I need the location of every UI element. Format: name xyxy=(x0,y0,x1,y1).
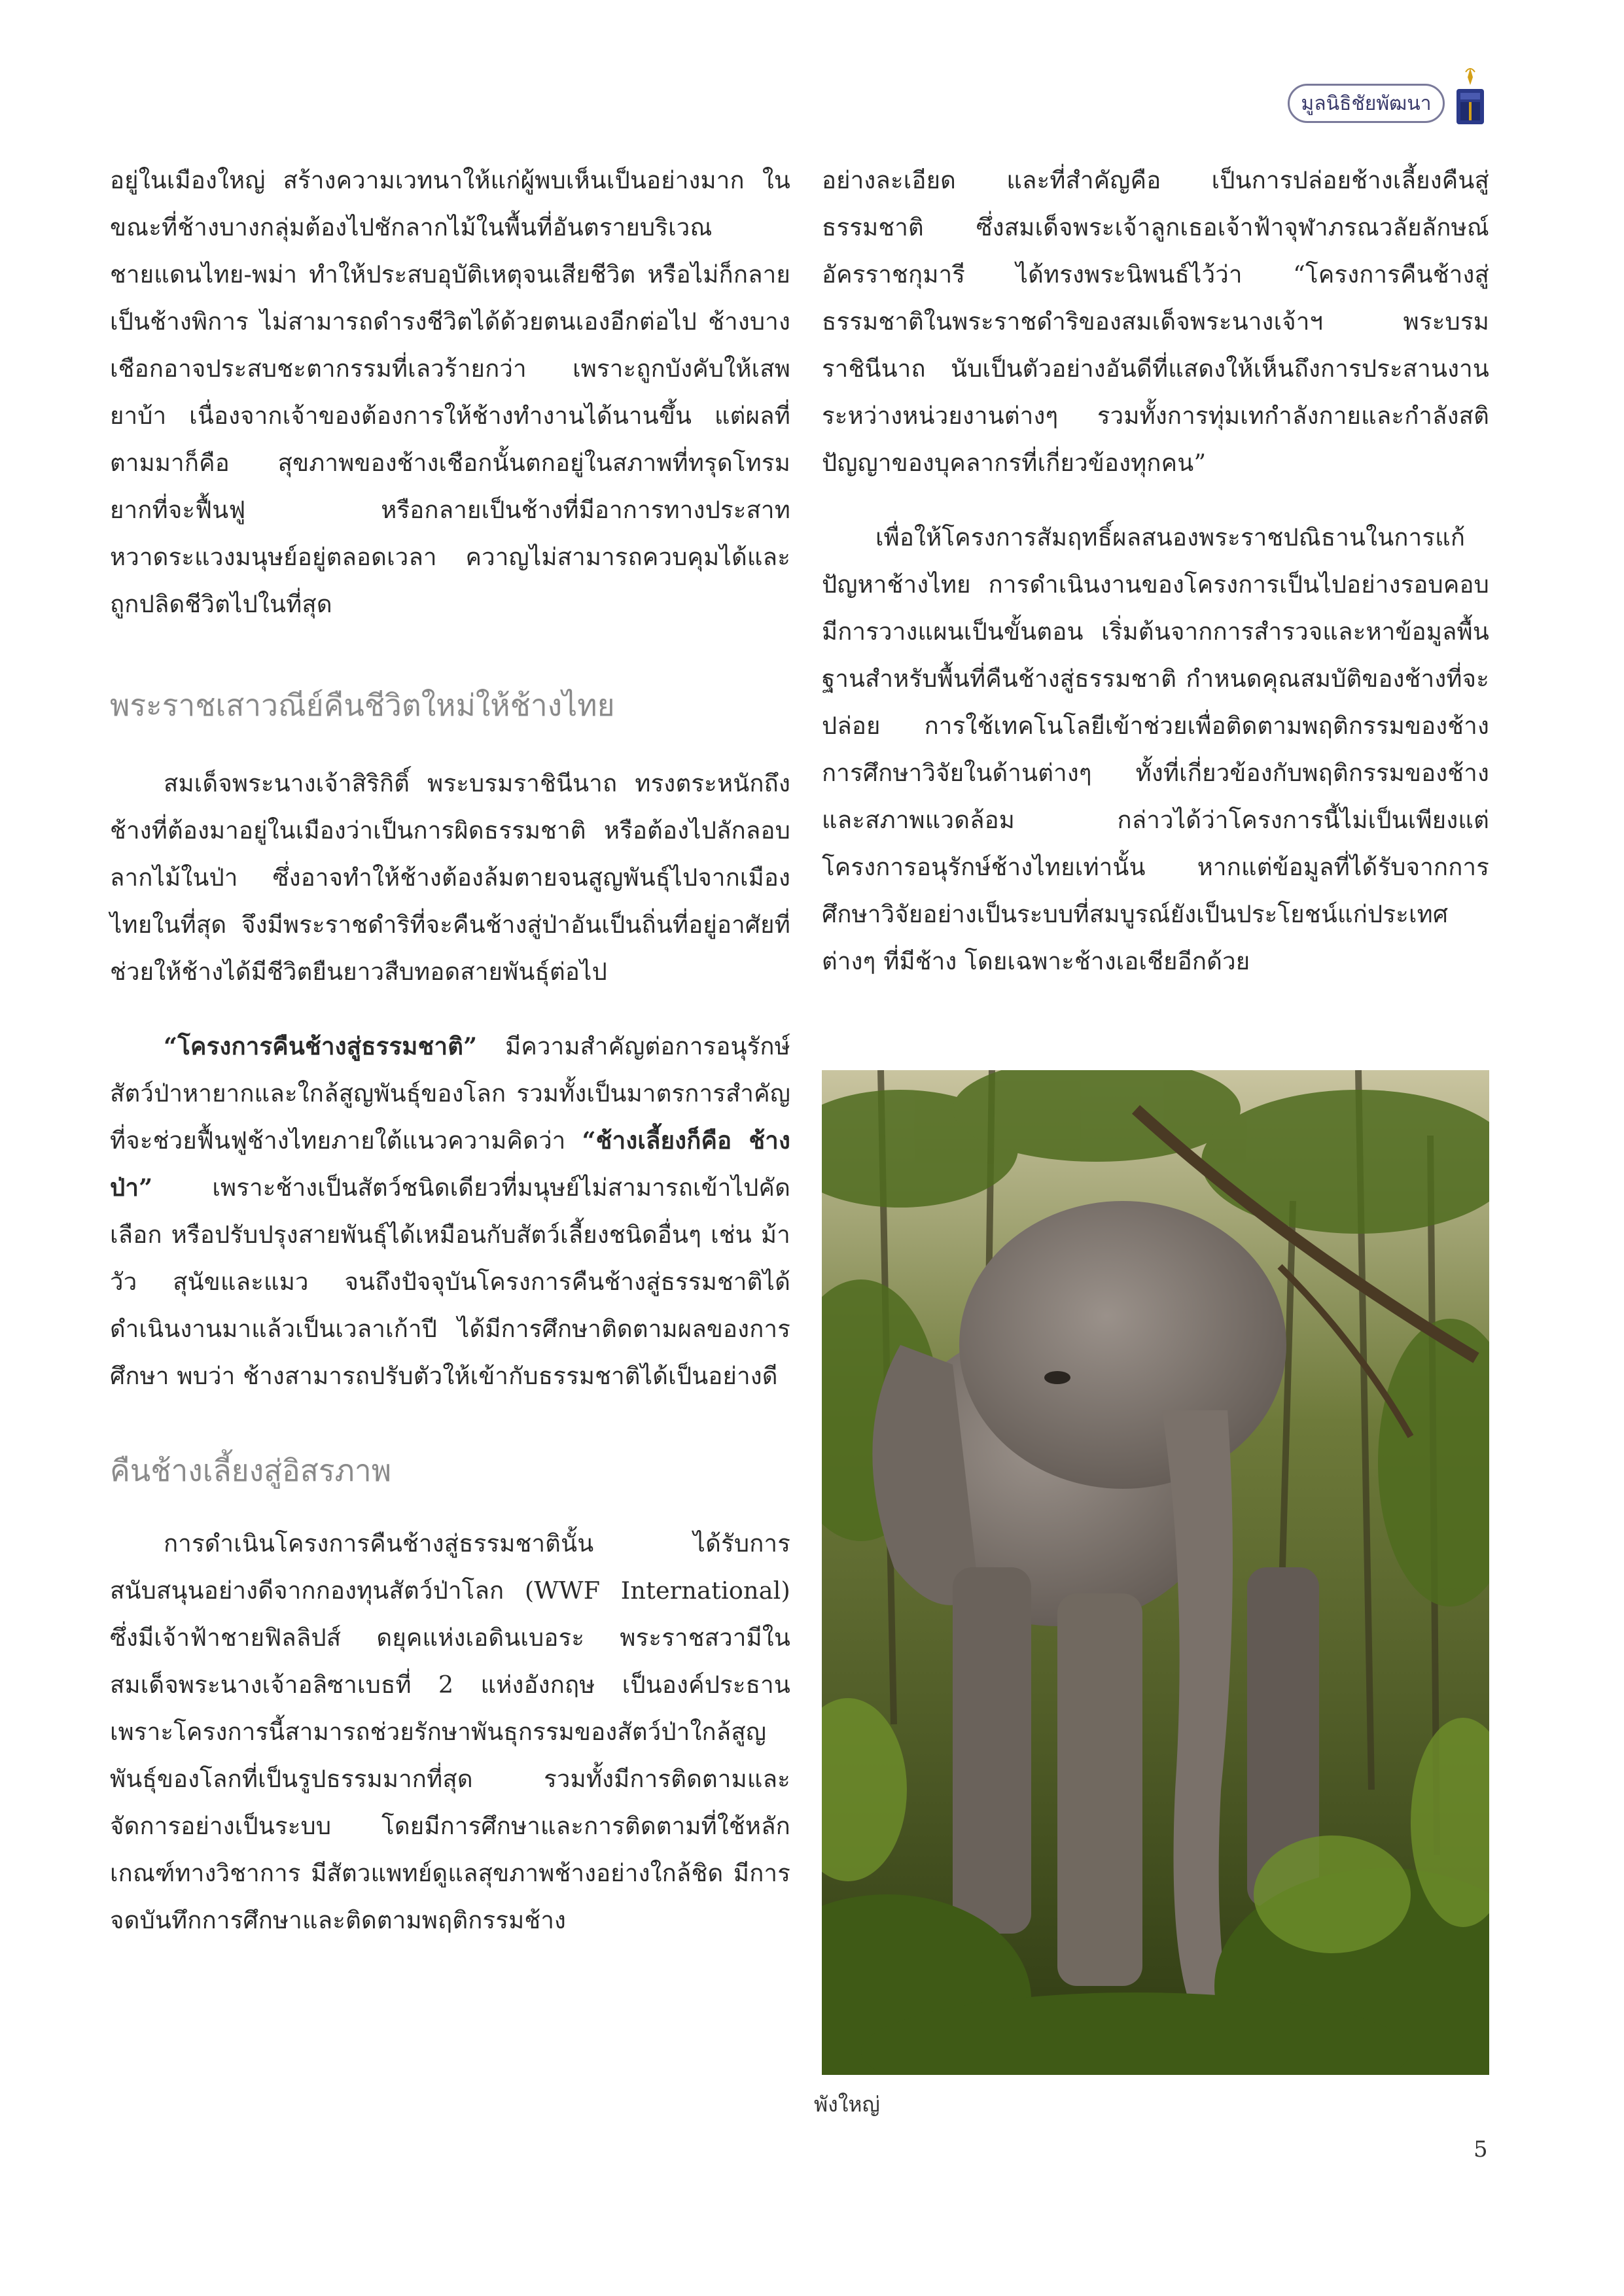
left-paragraph-2: สมเด็จพระนางเจ้าสิริกิติ์ พระบรมราชินีนาถ ทรงตระหนักถึงช้างที่ต้องมาอยู่ในเมืองว่าเป็นการผิดธรรมชาติ หรือต้องไปลักลอบลากไม้ในป่า ซึ่งอาจทำให้ช้างต้องล้มตายจนสูญพันธุ์ไปจากเมืองไทยในที่สุด จึงมีพระราชดำริที่จะคืนช้างสู่ป่าอันเป็นถิ่นที่อยู่อาศัยที่ช่วยให้ช้างได้มีชีวิตยืนยาวสืบทอดสายพันธุ์ต่อไป xyxy=(110,769,790,986)
header-badge xyxy=(1288,84,1445,123)
paragraph-3-text-a: มีความสำคัญต่อการอนุรักษ์สัตว์ป่าหายากและใกล้สูญพันธุ์ของโลก รวมทั้งเป็นมาตรการสำคัญที่จะช่วยฟื้นฟูช้างไทยภายใต้แนวความคิดว่า xyxy=(110,1032,790,1155)
left-paragraph-1: อยู่ในเมืองใหญ่ สร้างความเวทนาให้แก่ผู้พบเห็นเป็นอย่างมาก ในขณะที่ช้างบางกลุ่มต้องไปชักลากไม้ในพื้นที่อันตรายบริเวณชายแดนไทย-พม่า ทำให้ประสบอุบัติเหตุจนเสียชีวิต หรือไม่ก็กลายเป็นช้างพิการ ไม่สามารถดำรงชีวิตได้ด้วยตนเองอีกต่อไป ช้างบางเชือกอาจประสบชะตากรรมที่เลวร้ายกว่า เพราะถูกบังคับให้เสพยาบ้า เนื่องจากเจ้าของต้องการให้ช้างทำงานได้นานขึ้น แต่ผลที่ตามมาก็คือ สุขภาพของช้างเชือกนั้นตกอยู่ในสภาพที่ทรุดโทรม ยากที่จะฟื้นฟู หรือกลายเป็นช้างที่มีอาการทางประสาท หวาดระแวงมนุษย์อยู่ตลอดเวลา ควาญไม่สามารถควบคุมได้และถูกปลิดชีวิตไปในที่สุด xyxy=(110,166,790,618)
section-heading-1: พระราชเสาวณีย์คืนชีวิตใหม่ให้ช้างไทย xyxy=(110,687,615,723)
left-paragraph-3 xyxy=(110,1023,790,1400)
page-number: 5 xyxy=(1474,2136,1488,2163)
photo-caption: พังใหญ่ xyxy=(814,2092,880,2117)
right-paragraph-2: เพื่อให้โครงการสัมฤทธิ์ผลสนองพระราชปณิธานในการแก้ปัญหาช้างไทย การดำเนินงานของโครงการเป็นไปอย่างรอบคอบ มีการวางแผนเป็นขั้นตอน เริ่มต้นจากการสำรวจและหาข้อมูลพื้นฐานสำหรับพื้นที่คืนช้างสู่ธรรมชาติ กำหนดคุณสมบัติของช้างที่จะปล่อย การใช้เทคโนโลยีเข้าช่วยเพื่อติดตามพฤติกรรมของช้าง การศึกษาวิจัยในด้านต่างๆ ทั้งที่เกี่ยวข้องกับพฤติกรรมของช้างและสภาพแวดล้อม กล่าวได้ว่าโครงการนี้ไม่เป็นเพียงแต่โครงการอนุรักษ์ช้างไทยเท่านั้น หากแต่ข้อมูลที่ได้รับจากการศึกษาวิจัยอย่างเป็นระบบที่สมบูรณ์ยังเป็นประโยชน์แก่ประเทศต่างๆ ที่มีช้าง โดยเฉพาะช้างเอเชียอีกด้วย xyxy=(822,523,1489,975)
paragraph-3-text-b: เพราะช้างเป็นสัตว์ชนิดเดียวที่มนุษย์ไม่สามารถเข้าไปคัดเลือก หรือปรับปรุงสายพันธุ์ได้เหมือนกับสัตว์เลี้ยงชนิดอื่นๆ เช่น ม้า วัว สุนัขและแมว จนถึงปัจจุบันโครงการคืนช้างสู่ธรรมชาติได้ดำเนินงานมาแล้วเป็นเวลาเก้าปี ได้มีการศึกษาติดตามผลของการศึกษา พบว่า ช้างสามารถปรับตัวให้เข้ากับธรรมชาติได้เป็นอย่างดี xyxy=(110,1174,790,1390)
elephant-illustration xyxy=(822,1070,1489,2075)
project-name-bold: “โครงการคืนช้างสู่ธรรมชาติ” xyxy=(164,1032,478,1060)
elephant-photo xyxy=(822,1070,1489,2075)
right-paragraph-1: อย่างละเอียด และที่สำคัญคือ เป็นการปล่อยช้างเลี้ยงคืนสู่ธรรมชาติ ซึ่งสมเด็จพระเจ้าลูกเธอเจ้าฟ้าจุฬาภรณวลัยลักษณ์ อัครราชกุมารี ได้ทรงพระนิพนธ์ไว้ว่า “โครงการคืนช้างสู่ธรรมชาติในพระราชดำริของสมเด็จพระนางเจ้าฯ พระบรมราชินีนาถ นับเป็นตัวอย่างอันดีที่แสดงให้เห็นถึงการประสานงานระหว่างหน่วยงานต่างๆ รวมทั้งการทุ่มเทกำลังกายและกำลังสติปัญญาของบุคลากรที่เกี่ยวข้องทุกคน” xyxy=(822,166,1489,477)
header-badge-text: มูลนิธิชัยพัฒนา xyxy=(1301,92,1432,115)
left-column xyxy=(110,157,790,1944)
section-heading-2: คืนช้างเลี้ยงสู่อิสรภาพ xyxy=(110,1453,392,1488)
concept-quote-bold: “ช้างเลี้ยงก็คือ ช้างป่า” xyxy=(110,1126,791,1202)
left-paragraph-4: การดำเนินโครงการคืนช้างสู่ธรรมชาตินั้น ได้รับการสนับสนุนอย่างดีจากกองทุนสัตว์ป่าโลก (WWF International) ซึ่งมีเจ้าฟ้าชายฟิลลิปส์ ดยุคแห่งเอดินเบอระ พระราชสวามีในสมเด็จพระนางเจ้าอลิซาเบธที่ 2 แห่งอังกฤษ เป็นองค์ประธาน เพราะโครงการนี้สามารถช่วยรักษาพันธุกรรมของสัตว์ป่าใกล้สูญพันธุ์ของโลกที่เป็นรูปธรรมมากที่สุด รวมทั้งมีการติดตามและจัดการอย่างเป็นระบบ โดยมีการศึกษาและการติดตามที่ใช้หลักเกณฑ์ทางวิชาการ มีสัตวแพทย์ดูแลสุขภาพช้างอย่างใกล้ชิด มีการจดบันทึกการศึกษาและติดตามพฤติกรรมช้าง xyxy=(110,1529,790,1934)
right-column xyxy=(822,157,1489,985)
foundation-crest-icon xyxy=(1451,65,1489,130)
